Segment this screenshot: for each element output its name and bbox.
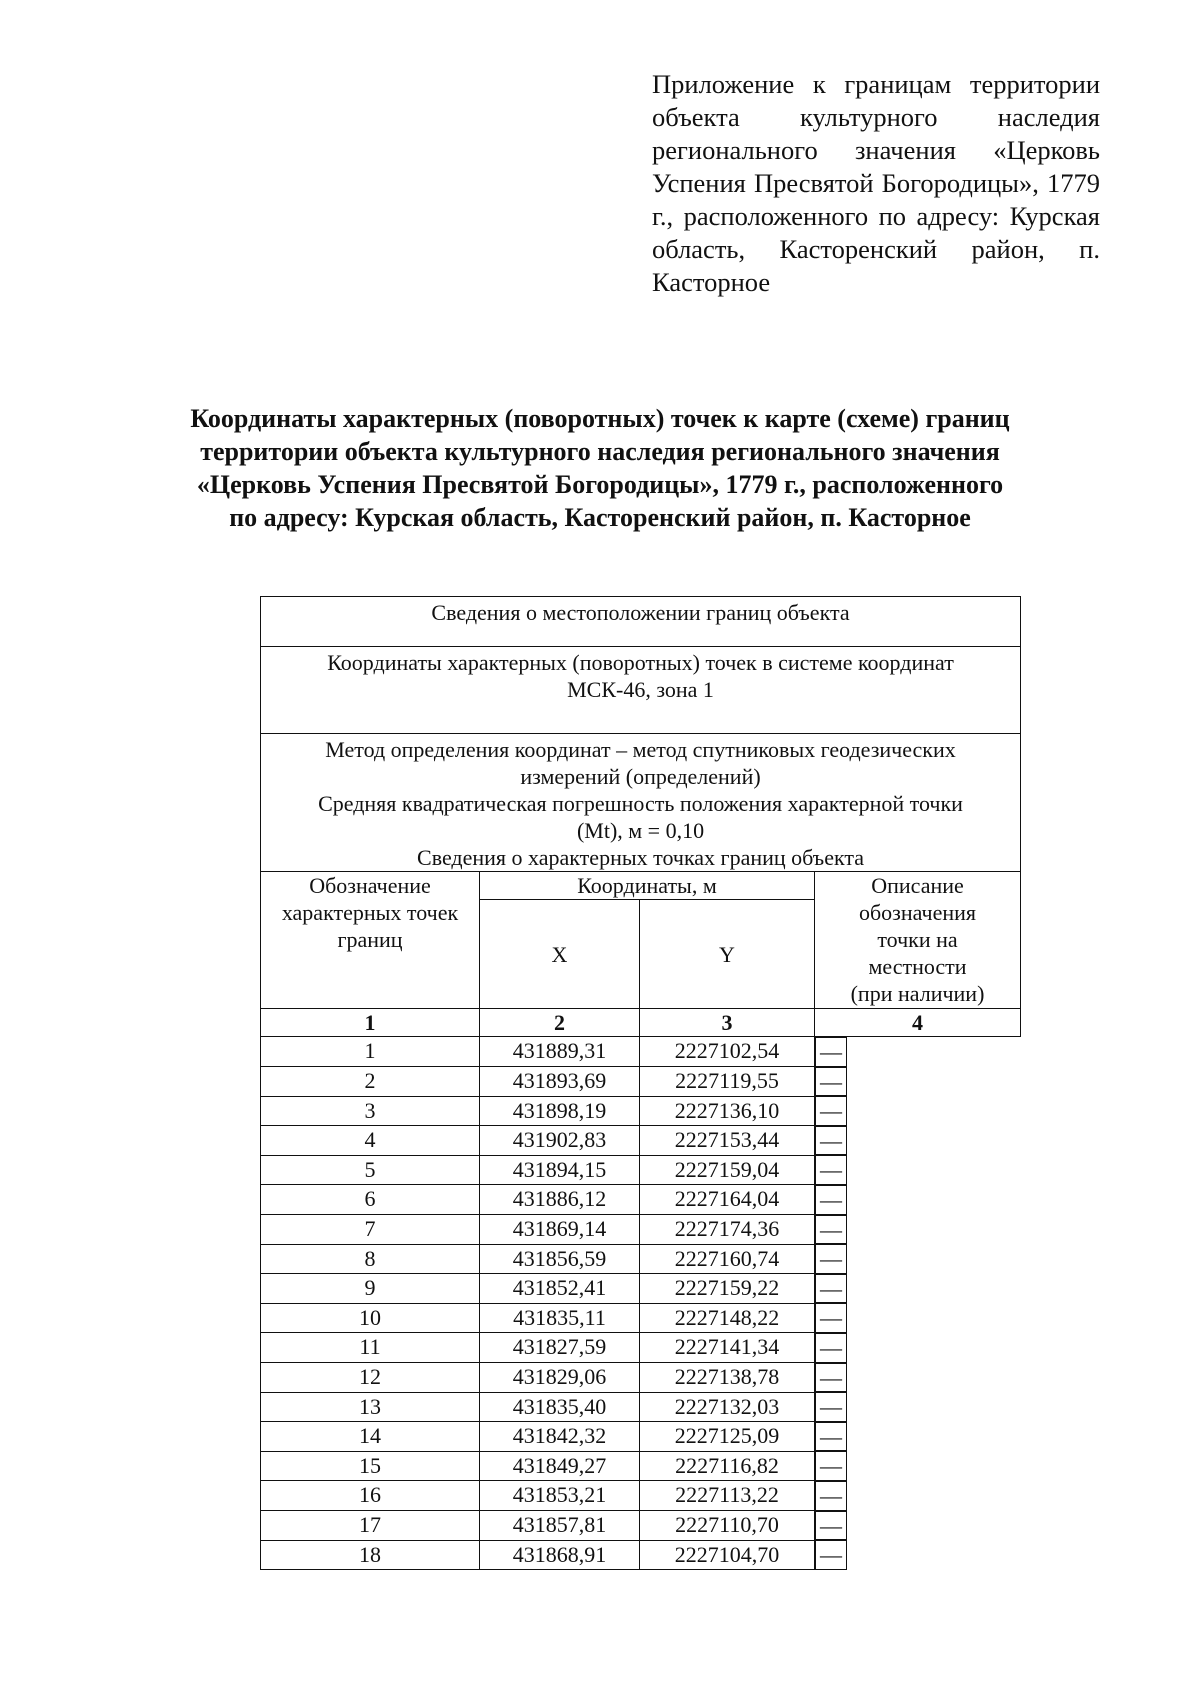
header-text: точки на [877,927,958,952]
point-description: — [815,1303,847,1333]
point-x: 431852,41 [480,1274,640,1304]
point-x: 431856,59 [480,1244,640,1274]
table-row [261,1540,1021,1570]
coordinate-system-cell [261,647,1021,734]
header-text: Координаты, м [577,873,717,898]
point-x: 431853,21 [480,1481,640,1511]
point-number: 3 [261,1096,480,1126]
point-x: 431868,91 [480,1540,640,1570]
point-description: — [815,1363,847,1393]
point-description: — [815,1511,847,1541]
point-number: 12 [261,1363,480,1393]
method-text: Метод определения координат – метод спутниковых геодезических [325,737,956,762]
point-description: — [815,1333,847,1363]
table-row [261,1511,1021,1541]
column-number: 1 [261,1009,480,1037]
point-y: 2227153,44 [640,1126,815,1156]
point-number: 14 [261,1422,480,1452]
point-number: 4 [261,1126,480,1156]
point-number: 1 [261,1037,480,1067]
table-row [261,1096,1021,1126]
point-number: 7 [261,1215,480,1245]
point-number: 17 [261,1511,480,1541]
table-row [261,1067,1021,1097]
point-x: 431894,15 [480,1155,640,1185]
point-description: — [815,1422,847,1452]
method-text: измерений (определений) [520,764,761,789]
point-x: 431827,59 [480,1333,640,1363]
document-title [150,402,1050,534]
point-x: 431893,69 [480,1067,640,1097]
point-y: 2227136,10 [640,1096,815,1126]
point-y: 2227104,70 [640,1540,815,1570]
table-row [261,1244,1021,1274]
point-y: 2227132,03 [640,1392,815,1422]
table-row [261,1422,1021,1452]
column-number: 2 [480,1009,640,1037]
table-row [261,1215,1021,1245]
title-line: «Церковь Успения Пресвятой Богородицы», 1779 г., расположенного [196,470,1004,499]
point-x: 431829,06 [480,1363,640,1393]
method-info-cell [261,734,1021,872]
point-description: — [815,1451,847,1481]
header-text: (при наличии) [850,981,985,1006]
point-number: 5 [261,1155,480,1185]
coordinates-table [260,596,1021,1570]
point-x: 431898,19 [480,1096,640,1126]
table-row [261,1481,1021,1511]
location-info-text: Сведения о местоположении границ объекта [431,600,850,625]
coordinate-system-zone: МСК-46, зона 1 [567,677,714,702]
point-description: — [815,1392,847,1422]
accuracy-text: Средняя квадратическая погрешность положения характерной точки [318,791,963,816]
point-rows [261,1037,1021,1570]
header-text: характерных точек [281,900,459,925]
point-y: 2227110,70 [640,1511,815,1541]
column-number: 4 [815,1009,1021,1037]
point-y: 2227102,54 [640,1037,815,1067]
header-text: обозначения [858,900,977,925]
header-y [640,900,815,1009]
point-x: 431835,11 [480,1303,640,1333]
point-number: 11 [261,1333,480,1363]
title-line: по адресу: Курская область, Касторенский район, п. Касторное [229,503,971,532]
point-x: 431902,83 [480,1126,640,1156]
point-description: — [815,1096,847,1126]
point-description: — [815,1037,847,1067]
point-number: 2 [261,1067,480,1097]
point-description: — [815,1155,847,1185]
header-coordinates [480,872,815,900]
table-row [261,1155,1021,1185]
point-description: — [815,1215,847,1245]
column-number: 3 [640,1009,815,1037]
point-description: — [815,1067,847,1097]
table-row [261,1185,1021,1215]
table-row [261,1363,1021,1393]
header-x [480,900,640,1009]
point-y: 2227174,36 [640,1215,815,1245]
point-description: — [815,1540,847,1570]
header-text: Описание [871,873,964,898]
point-y: 2227125,09 [640,1422,815,1452]
point-description: — [815,1185,847,1215]
table-row [261,1303,1021,1333]
point-number: 6 [261,1185,480,1215]
point-x: 431842,32 [480,1422,640,1452]
point-description: — [815,1126,847,1156]
point-description: — [815,1244,847,1274]
header-designation [261,872,480,1009]
table-row [261,1451,1021,1481]
title-line: Координаты характерных (поворотных) точек к карте (схеме) границ [190,404,1010,433]
point-y: 2227119,55 [640,1067,815,1097]
point-x: 431835,40 [480,1392,640,1422]
point-x: 431889,31 [480,1037,640,1067]
point-number: 16 [261,1481,480,1511]
table-row [261,1126,1021,1156]
header-description [815,872,1021,1009]
point-number: 10 [261,1303,480,1333]
point-y: 2227159,22 [640,1274,815,1304]
coordinate-system-text: Координаты характерных (поворотных) точек в системе координат [327,650,954,675]
point-y: 2227160,74 [640,1244,815,1274]
table-row [261,1392,1021,1422]
points-info-text: Сведения о характерных точках границ объекта [417,845,864,870]
point-number: 9 [261,1274,480,1304]
point-number: 18 [261,1540,480,1570]
title-line: территории объекта культурного наследия регионального значения [200,437,1000,466]
table-row [261,1333,1021,1363]
accuracy-value: (Mt), м = 0,10 [576,818,705,843]
point-y: 2227138,78 [640,1363,815,1393]
point-x: 431857,81 [480,1511,640,1541]
header-text: X [551,941,568,967]
column-number-row [261,1009,1021,1037]
point-number: 8 [261,1244,480,1274]
annex-note: Приложение к границам территории объекта культурного наследия регионального значения «Церковь Успения Пресвятой Богородицы», 1779 г., расположенного по адресу: Курская область, Касторенский район, п. Касторное [652,69,1100,297]
table-row [261,1274,1021,1304]
table-row [261,1037,1021,1067]
header-text: Y [719,941,735,967]
point-y: 2227116,82 [640,1451,815,1481]
header-text: границ [337,927,403,952]
point-y: 2227148,22 [640,1303,815,1333]
point-x: 431886,12 [480,1185,640,1215]
point-description: — [815,1274,847,1304]
point-x: 431849,27 [480,1451,640,1481]
header-text: местности [868,954,967,979]
point-y: 2227164,04 [640,1185,815,1215]
point-y: 2227141,34 [640,1333,815,1363]
point-y: 2227159,04 [640,1155,815,1185]
point-x: 431869,14 [480,1215,640,1245]
header-text: Обозначение [309,873,431,898]
point-number: 13 [261,1392,480,1422]
location-info-cell [261,597,1021,647]
point-y: 2227113,22 [640,1481,815,1511]
point-description: — [815,1481,847,1511]
point-number: 15 [261,1451,480,1481]
